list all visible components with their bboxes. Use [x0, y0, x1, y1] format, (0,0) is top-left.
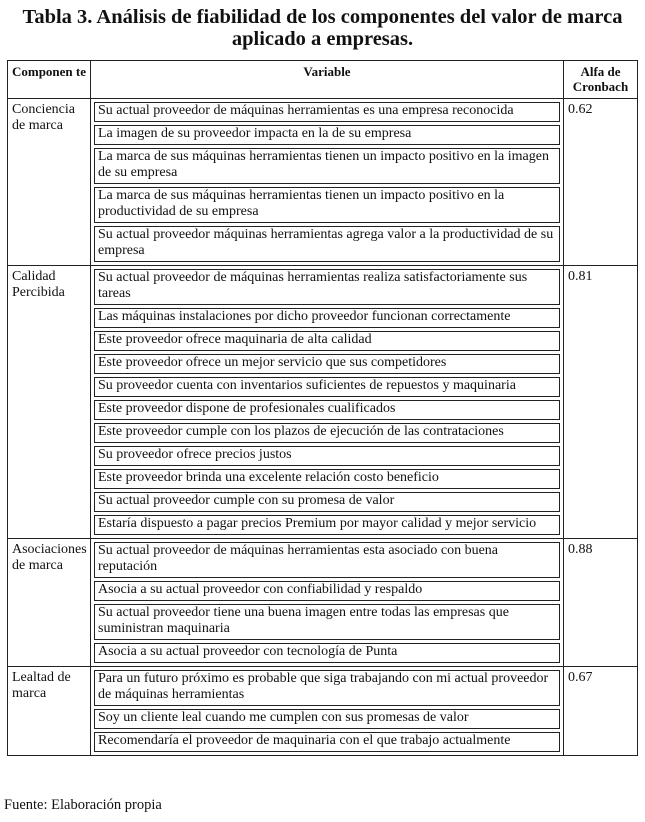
variable-item: Este proveedor cumple con los plazos de ejecución de las contrataciones — [94, 423, 560, 443]
component-cell: Asociaciones de marca — [8, 539, 91, 667]
variable-item: Recomendaría el proveedor de maquinaria con el que trabajo actualmente — [94, 732, 560, 752]
component-cell: Conciencia de marca — [8, 99, 91, 266]
group-row-asociaciones — [8, 539, 638, 667]
variable-item: Su actual proveedor de máquinas herramientas realiza satisfactoriamente sus tareas — [94, 269, 560, 305]
component-cell: Calidad Percibida — [8, 266, 91, 539]
alpha-cell: 0.67 — [564, 667, 638, 756]
header-alpha: Alfa de Cronbach — [564, 61, 638, 99]
variable-item: La imagen de su proveedor impacta en la de su empresa — [94, 125, 560, 145]
table-title-line-2: aplicado a empresas. — [231, 28, 414, 50]
table-title — [0, 6, 645, 50]
variable-item: Este proveedor brinda una excelente relación costo beneficio — [94, 469, 560, 489]
variable-item: Este proveedor dispone de profesionales cualificados — [94, 400, 560, 420]
group-row-calidad — [8, 266, 638, 539]
variables-cell — [91, 99, 564, 266]
variable-item: Las máquinas instalaciones por dicho proveedor funcionan correctamente — [94, 308, 560, 328]
alpha-cell: 0.88 — [564, 539, 638, 667]
variables-cell — [91, 539, 564, 667]
alpha-cell: 0.81 — [564, 266, 638, 539]
variable-item: Estaría dispuesto a pagar precios Premium por mayor calidad y mejor servicio — [94, 515, 560, 535]
header-variable: Variable — [91, 61, 564, 99]
variable-item: Su proveedor cuenta con inventarios suficientes de repuestos y maquinaria — [94, 377, 560, 397]
variable-item: Este proveedor ofrece maquinaria de alta calidad — [94, 331, 560, 351]
variable-item: Su actual proveedor cumple con su promesa de valor — [94, 492, 560, 512]
variable-item: Para un futuro próximo es probable que siga trabajando con mi actual proveedor de máquinas herramientas — [94, 670, 560, 706]
variables-cell — [91, 266, 564, 539]
variable-item: La marca de sus máquinas herramientas tienen un impacto positivo en la imagen de su empresa — [94, 148, 560, 184]
table-title-line-1: Tabla 3. Análisis de fiabilidad de los componentes del valor de marca — [22, 6, 623, 28]
variable-item: Asocia a su actual proveedor con confiabilidad y respaldo — [94, 581, 560, 601]
source-note: Fuente: Elaboración propia — [4, 797, 162, 813]
group-row-lealtad — [8, 667, 638, 756]
variable-item: La marca de sus máquinas herramientas tienen un impacto positivo en la productividad de su empresa — [94, 187, 560, 223]
alpha-cell: 0.62 — [564, 99, 638, 266]
variable-item: Su actual proveedor tiene una buena imagen entre todas las empresas que suministran maquinaria — [94, 604, 560, 640]
reliability-table — [7, 60, 638, 756]
variable-item: Su actual proveedor de máquinas herramientas esta asociado con buena reputación — [94, 542, 560, 578]
variable-item: Su actual proveedor de máquinas herramientas es una empresa reconocida — [94, 102, 560, 122]
variable-item: Este proveedor ofrece un mejor servicio que sus competidores — [94, 354, 560, 374]
component-cell: Lealtad de marca — [8, 667, 91, 756]
variable-item: Su proveedor ofrece precios justos — [94, 446, 560, 466]
variables-cell — [91, 667, 564, 756]
variable-item: Asocia a su actual proveedor con tecnología de Punta — [94, 643, 560, 663]
header-component: Componen te — [8, 61, 91, 99]
variable-item: Su actual proveedor máquinas herramientas agrega valor a la productividad de su empresa — [94, 226, 560, 262]
header-row — [8, 61, 638, 99]
variable-item: Soy un cliente leal cuando me cumplen con sus promesas de valor — [94, 709, 560, 729]
group-row-conciencia — [8, 99, 638, 266]
